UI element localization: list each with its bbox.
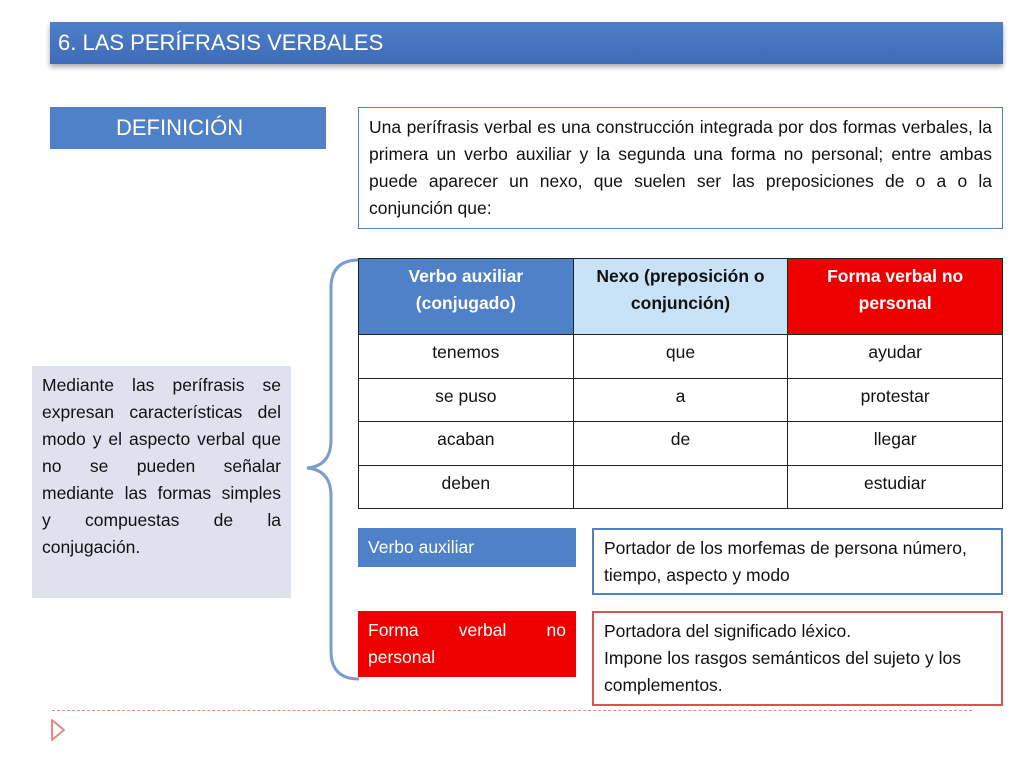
header-verbo-auxiliar: Verbo auxiliar (conjugado) (359, 259, 574, 335)
cell-forma: ayudar (788, 335, 1003, 379)
label-verbo-auxiliar: Verbo auxiliar (358, 528, 576, 567)
desc-forma-verbal: Portadora del significado léxico. Impone los rasgos semánticos del sujeto y los complementos. (592, 611, 1003, 706)
periphrasis-table (358, 258, 1003, 509)
cell-nexo (573, 465, 788, 509)
cell-nexo: de (573, 422, 788, 466)
cell-forma: protestar (788, 378, 1003, 422)
cell-aux: se puso (359, 378, 574, 422)
table-header-row (359, 259, 1003, 335)
cell-nexo: que (573, 335, 788, 379)
left-brace-icon (303, 258, 363, 681)
footer-divider (52, 710, 972, 711)
definition-text: Una perífrasis verbal es una construcción integrada por dos formas verbales, la primera un verbo auxiliar y la segunda una forma no personal; entre ambas puede aparecer un nexo, que suelen ser las preposiciones de o a o la conjunción que: (358, 107, 1003, 229)
desc-verbo-auxiliar: Portador de los morfemas de persona número, tiempo, aspecto y modo (592, 528, 1003, 595)
cell-aux: deben (359, 465, 574, 509)
definition-label: DEFINICIÓN (50, 107, 326, 149)
header-nexo: Nexo (preposición o conjunción) (573, 259, 788, 335)
table-row (359, 422, 1003, 466)
cell-forma: llegar (788, 422, 1003, 466)
table-row (359, 378, 1003, 422)
cell-forma: estudiar (788, 465, 1003, 509)
table-row (359, 335, 1003, 379)
cell-nexo: a (573, 378, 788, 422)
slide-title: 6. LAS PERÍFRASIS VERBALES (50, 22, 1003, 64)
side-note: Mediante las perífrasis se expresan características del modo y el aspecto verbal que no se pueden señalar mediante las formas simples y compuestas de la conjugación. (32, 366, 291, 598)
label-forma-verbal: Forma verbal no personal (358, 611, 576, 677)
table-row (359, 465, 1003, 509)
triangle-right-icon[interactable] (50, 718, 66, 742)
cell-aux: acaban (359, 422, 574, 466)
header-forma-verbal: Forma verbal no personal (788, 259, 1003, 335)
cell-aux: tenemos (359, 335, 574, 379)
